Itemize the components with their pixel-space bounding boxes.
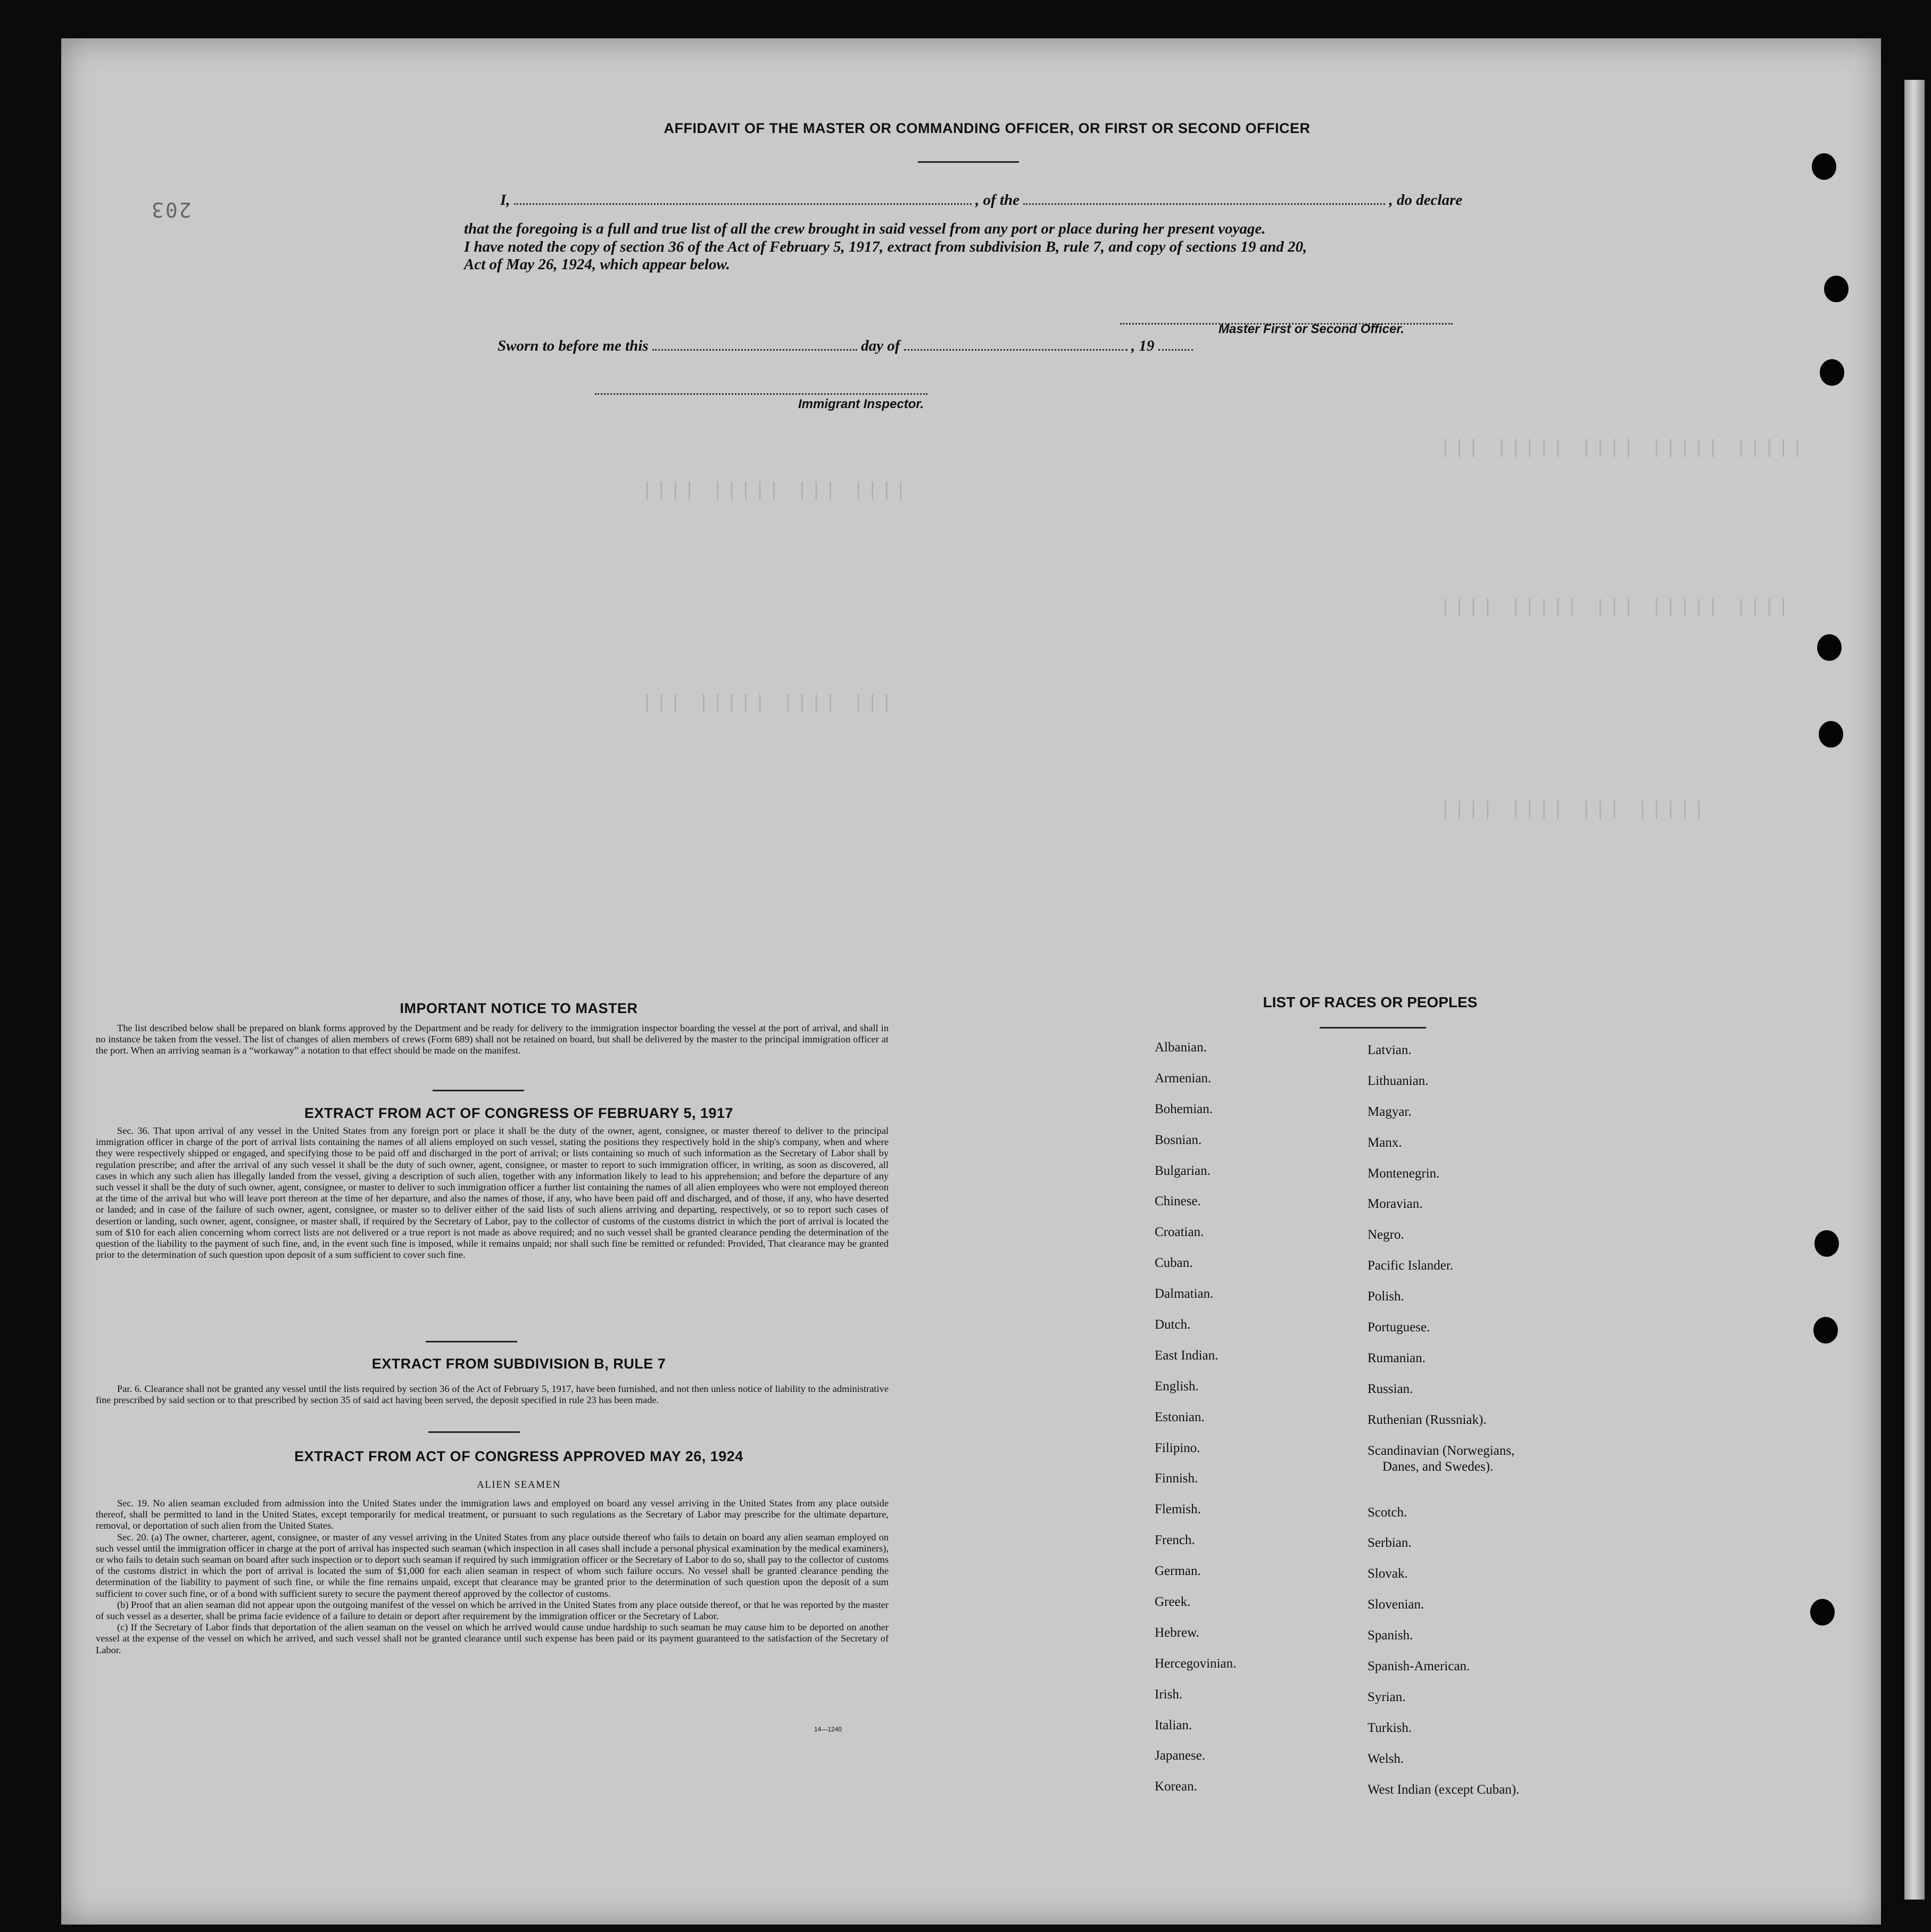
race-item: Scotch. [1368, 1505, 1407, 1520]
race-item: Syrian. [1368, 1689, 1406, 1704]
day-of-text: day of [861, 337, 900, 354]
year-prefix-text: , 19 [1131, 337, 1155, 354]
notice-text [96, 1023, 889, 1057]
bleed-through-texture: |||| ||| ||||| |||| [639, 479, 906, 500]
race-item: English. [1155, 1379, 1199, 1394]
races-column-2 [1368, 1043, 1519, 1813]
race-item: Magyar. [1368, 1104, 1412, 1119]
race-item: German. [1155, 1564, 1201, 1579]
race-item [1368, 1444, 1519, 1505]
race-item: Hercegovinian. [1155, 1656, 1237, 1671]
race-item: Croatian. [1155, 1225, 1204, 1240]
sworn-text: Sworn to before me this [498, 337, 649, 354]
affidavit-line-1 [500, 190, 1462, 209]
extract-1917-title: EXTRACT FROM ACT OF CONGRESS OF FEBRUARY 5, 1917 [304, 1105, 734, 1121]
extract-1917-body: Sec. 36. That upon arrival of any vessel in the United States from any foreign port or place it shall be the duty of the owner, agent, consignee, or master thereof to deliver to the principal immigration officer in charge of the port of arrival lists containing the names of all aliens employed on such vessel, stating the positions they respectively hold in the ship's company, when and where they were respectively shipped or engaged, and specifying those to be paid off and discharged in the port of arrival; or lists containing so much of such information as the Secretary of Labor shall by regulation prescribe; and after the arrival of any such vessel it shall be the duty of such owner, agent, consignee, or master to report to such immigration officer, in writing, as soon as discovered, all cases in which any such alien has illegally landed from the vessel, giving a description of such alien, together with any information likely to lead to his apprehension; and before the departure of any such vessel it shall be the duty of such owner, agent, consignee, or master to deliver to such immigration officer a further list containing the names of all alien employees who were not employed thereon at the time of the arrival but who will leave port thereon at the time of her departure, and also the names of those, if any, who have been paid off and discharged, and of those, if any, who have deserted or landed; and in case of the failure of such owner, agent, consignee, or master so to deliver either of the said lists of such aliens arriving and departing, respectively, or so to report such cases of desertion or landing, such owner, agent, consignee, or master shall, if required by the Secretary of Labor, pay to the collector of customs of the customs district in which the port of arrival is located the sum of $10 for each alien concerning whom correct lists are not delivered or a true report is not made as above required; and no such vessel shall be granted clearance pending the determination of the question of the liability to the payment of such fine, and, in the event such fine is imposed, while it remains unpaid; nor shall such fine be remitted or refunded: Provided, That clearance may be granted prior to the determination of such question upon deposit of a sum sufficient to cover such fine. [96, 1125, 889, 1261]
race-item: East Indian. [1155, 1348, 1219, 1363]
binder-hole [1814, 1230, 1839, 1257]
sec-20b-text: (b) Proof that an alien seaman did not appear upon the outgoing manifest of the vessel on which he arrived in the United States from any place outside thereof, or that he was reported by the master of such vessel as a deserter, shall be prima facie evidence of a failure to detain or deport after requirement by the immigration officer or the Secretary of Labor. [96, 1599, 889, 1622]
race-item: Italian. [1155, 1718, 1192, 1732]
race-item: Dutch. [1155, 1317, 1191, 1332]
race-item: Filipino. [1155, 1440, 1200, 1455]
race-item: Portuguese. [1368, 1320, 1430, 1335]
race-item: Pacific Islander. [1368, 1258, 1454, 1273]
race-item: Ruthenian (Russniak). [1368, 1412, 1487, 1427]
notice-body: The list described below shall be prepared on blank forms approved by the Department and be ready for delivery to the immigration inspector boarding the vessel at the port of arrival, and shall in no instance be taken from the vessel. The list of changes of alien members of crews (Form 689) shall not be retained on board, but shall be delivered by the master to the principal immigration officer at the port. When an arriving seaman is a “workaway” a notation to that effect should be made on the manifest. [96, 1023, 889, 1056]
race-item: Polish. [1368, 1289, 1404, 1304]
race-item: Finnish. [1155, 1471, 1198, 1486]
form-number: 14—1240 [814, 1726, 842, 1733]
race-item: Flemish. [1155, 1502, 1201, 1517]
race-item: Russian. [1368, 1381, 1413, 1396]
affidavit-title: AFFIDAVIT OF THE MASTER OR COMMANDING OFFICER, OR FIRST OR SECOND OFFICER [664, 120, 1311, 136]
binder-hole [1817, 634, 1842, 661]
binder-hole [1820, 359, 1844, 386]
extract-1917-text [96, 1125, 889, 1261]
race-item: French. [1155, 1533, 1195, 1548]
race-item: Welsh. [1368, 1751, 1404, 1766]
race-item: Moravian. [1368, 1197, 1423, 1212]
races-column-1 [1155, 1040, 1236, 1810]
binder-hole [1819, 721, 1843, 748]
divider [918, 161, 1019, 163]
affidavit-declare: , do declare [1389, 192, 1463, 209]
affidavit-of-the: , of the [975, 192, 1020, 209]
race-item: Bosnian. [1155, 1132, 1202, 1147]
race-item: Latvian. [1368, 1043, 1412, 1057]
extract-rule7-body: Par. 6. Clearance shall not be granted any vessel until the lists required by section 36 of the Act of February 5, 1917, have been furnished, and not then unless notice of liability to the administrative fine prescribed by said section or to that prescribed by section 35 of said act having been served, the deposit specified in rule 23 has been made. [96, 1383, 889, 1406]
race-item: Japanese. [1155, 1748, 1206, 1763]
race-item: Bohemian. [1155, 1101, 1213, 1116]
master-signature-label: Master First or Second Officer. [1219, 322, 1404, 336]
master-name-field[interactable] [514, 190, 972, 205]
race-item: Turkish. [1368, 1720, 1412, 1735]
notice-title: IMPORTANT NOTICE TO MASTER [400, 1000, 638, 1016]
sec-20a-text: Sec. 20. (a) The owner, charterer, agent, consignee, or master of any vessel arriving in the United States from any place outside thereof who fails to detain on board any alien seaman employed on such vessel until the immigration officer in charge at the port of arrival has inspected such seaman (which inspection in all cases shall include a personal physical examination by the medical examiners), or who fails to detain such seaman on board after such inspection or to deport such seaman if required by such immigration officer or the Secretary of Labor to do so, shall pay to the collector of customs of the customs district in which the port of arrival is located the sum of $1,000 for each alien seaman in respect of whom such failure occurs. No vessel shall be granted clearance pending the determination of the liability to payment of such fine, or while the fine remains unpaid, except that clearance may be granted prior to the determination of such question upon the deposit of a sum sufficient to cover such fine, or of a bond with sufficient surety to secure the payment thereof approved by the collector of customs. [96, 1531, 889, 1599]
inspector-signature-label: Immigrant Inspector. [798, 397, 924, 411]
extract-1924-text [96, 1498, 889, 1656]
sworn-year-field[interactable] [1158, 336, 1193, 351]
race-item: Slovak. [1368, 1566, 1408, 1581]
sworn-month-field[interactable] [904, 336, 1128, 351]
bleed-through-texture: ||| |||| ||||| ||| [639, 692, 892, 713]
race-item: Bulgarian. [1155, 1163, 1211, 1178]
sec-19-text: Sec. 19. No alien seaman excluded from admission into the United States under the immigration laws and employed on board any vessel arriving in the United States from any place outside thereof, shall be permitted to land in the United States, except temporarily for medical treatment, or pursuant to such regulations as the Secretary of Labor may prescribe for the ultimate departure, removal, or deportation of such alien from the United States. [96, 1498, 889, 1531]
divider [428, 1431, 520, 1433]
race-item: Serbian. [1368, 1536, 1412, 1550]
affidavit-line-2: that the foregoing is a full and true list of all the crew brought in said vessel from any port or place during her present voyage. [464, 220, 1266, 237]
divider [426, 1341, 517, 1342]
binder-hole [1810, 1599, 1835, 1626]
race-item: Armenian. [1155, 1071, 1212, 1085]
divider [433, 1090, 524, 1091]
race-item: Slovenian. [1368, 1597, 1424, 1612]
divider [1320, 1027, 1426, 1029]
race-item: Estonian. [1155, 1409, 1205, 1424]
race-item: Rumanian. [1368, 1350, 1426, 1365]
bleed-through-texture: ||||| ||||| |||| ||||| ||| [1437, 436, 1803, 458]
extract-rule7-title: EXTRACT FROM SUBDIVISION B, RULE 7 [371, 1356, 666, 1372]
race-item: Spanish. [1368, 1628, 1413, 1643]
page-edge [1904, 80, 1925, 1900]
race-item-line2: Danes, and Swedes). [1382, 1459, 1494, 1474]
binder-hole [1812, 153, 1836, 180]
race-item: Hebrew. [1155, 1625, 1199, 1640]
bleed-through-texture: ||||| ||| |||| |||| [1437, 798, 1704, 819]
sworn-line [498, 336, 1193, 355]
extract-1924-title: EXTRACT FROM ACT OF CONGRESS APPROVED MAY 26, 1924 [294, 1448, 743, 1464]
affidavit-i: I, [500, 192, 510, 209]
race-item: Albanian. [1155, 1040, 1207, 1055]
affidavit-line-4: Act of May 26, 1924, which appear below. [464, 256, 730, 273]
binder-hole [1824, 276, 1849, 302]
race-item: Spanish-American. [1368, 1659, 1470, 1674]
race-item: Manx. [1368, 1135, 1402, 1150]
race-item: Chinese. [1155, 1194, 1201, 1209]
race-item: Irish. [1155, 1687, 1183, 1702]
sworn-day-field[interactable] [652, 336, 857, 351]
race-item: Lithuanian. [1368, 1073, 1429, 1088]
vessel-name-field[interactable] [1023, 190, 1385, 205]
bleed-through-texture: |||| ||||| ||| ||||| |||| [1437, 596, 1789, 617]
affidavit-line-3: I have noted the copy of section 36 of the Act of February 5, 1917, extract from subdivision B, rule 7, and copy of sections 19 and 20, [464, 238, 1307, 255]
sec-20c-text: (c) If the Secretary of Labor finds that deportation of the alien seaman on the vessel on which he arrived would cause undue hardship to such seaman he may cause him to be deported on another vessel at the expense of the vessel on which he arrived, and such vessel shall not be granted clearance until such expense has been paid or its payment guaranteed to the satisfaction of the Secretary of Labor. [96, 1622, 889, 1655]
side-number: 203 [150, 198, 192, 221]
race-item: Greek. [1155, 1595, 1191, 1610]
race-item-line1: Scandinavian (Norwegians, [1368, 1443, 1515, 1458]
alien-seamen-subtitle: ALIEN SEAMEN [477, 1479, 561, 1490]
race-item: Dalmatian. [1155, 1287, 1214, 1301]
race-item: Cuban. [1155, 1256, 1193, 1271]
race-item: Montenegrin. [1368, 1166, 1440, 1181]
races-title: LIST OF RACES OR PEOPLES [1263, 994, 1478, 1010]
extract-rule7-text [96, 1383, 889, 1406]
race-item: Korean. [1155, 1779, 1197, 1794]
race-item: Negro. [1368, 1228, 1404, 1242]
binder-hole [1813, 1317, 1838, 1344]
race-item: West Indian (except Cuban). [1368, 1782, 1520, 1797]
inspector-signature-field[interactable] [595, 380, 927, 395]
